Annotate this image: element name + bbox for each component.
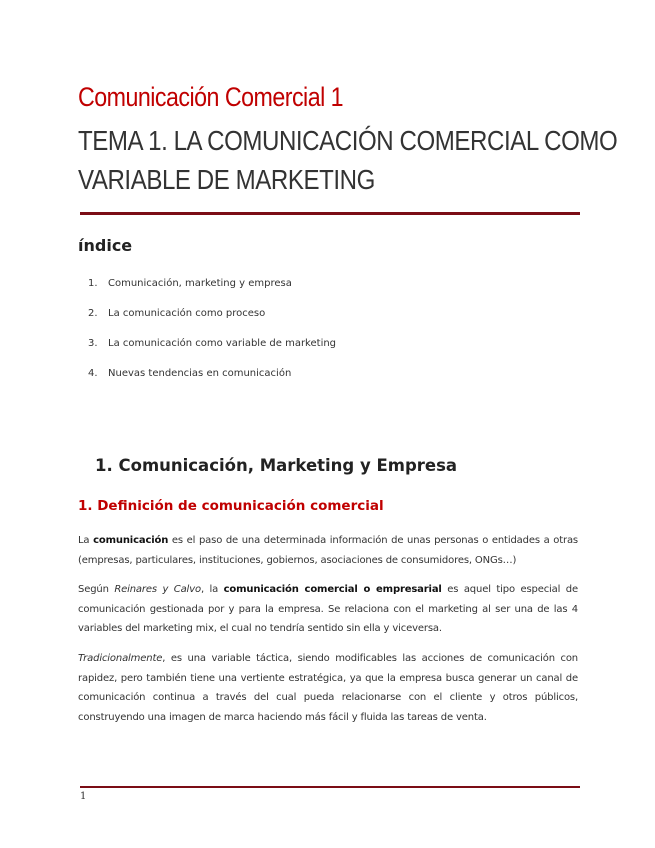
- paragraph-text: Según: [78, 584, 115, 595]
- toc-item-number: 2.: [88, 308, 98, 319]
- toc-item: [88, 368, 336, 398]
- toc-item: [88, 308, 336, 338]
- footer-divider: [80, 786, 580, 788]
- paragraph-reinares-calvo: [78, 580, 578, 639]
- toc-item-label: La comunicación como proceso: [108, 308, 266, 319]
- italic-authors: Reinares y Calvo: [114, 584, 201, 595]
- toc-item-label: Comunicación, marketing y empresa: [108, 278, 292, 289]
- section-heading: 1. Comunicación, Marketing y Empresa: [95, 456, 458, 475]
- toc-item-number: 4.: [88, 368, 98, 379]
- paragraph-definition: [78, 531, 578, 570]
- paragraph-text: La: [78, 535, 94, 546]
- page-number: 1: [80, 791, 87, 802]
- index-heading: índice: [78, 236, 133, 255]
- paragraph-text: , la: [200, 584, 224, 595]
- toc-item-label: Nuevas tendencias en comunicación: [108, 368, 292, 379]
- topic-title-line-1: TEMA 1. LA COMUNICACIÓN COMERCIAL COMO: [78, 125, 618, 156]
- table-of-contents: [88, 278, 336, 398]
- toc-item: [88, 338, 336, 368]
- toc-item-number: 1.: [88, 278, 98, 289]
- bold-term: comunicación: [93, 535, 169, 546]
- course-title: Comunicación Comercial 1: [78, 82, 344, 112]
- italic-term: Tradicionalmente: [78, 653, 163, 664]
- toc-item-label: La comunicación como variable de marketing: [108, 338, 337, 349]
- bold-term: comunicación comercial o empresarial: [223, 584, 442, 595]
- topic-title-line-2: VARIABLE DE MARKETING: [78, 164, 375, 195]
- subsection-heading: 1. Definición de comunicación comercial: [78, 498, 384, 514]
- topic-title: [78, 121, 618, 199]
- paragraph-traditionally: [78, 649, 578, 727]
- paragraph-text: , es una variable táctica, siendo modificables las acciones de comunicación con rapidez, pero también tiene una vertiente estratégica, ya que la empresa busca generar un canal de comunicación continua a través del cual pueda relacionarse con el cliente y otros públicos, construyendo una imagen de marca haciendo más fácil y fluida las tareas de venta.: [78, 653, 578, 723]
- toc-item: [88, 278, 336, 308]
- header-divider: [80, 212, 580, 215]
- toc-item-number: 3.: [88, 338, 98, 349]
- paragraph-text: es el paso de una determinada información de unas personas o entidades a otras (empresas, particulares, instituciones, gobiernos, asociaciones de consumidores, ONGs…): [78, 535, 578, 566]
- paragraph-text: es aquel tipo especial de comunicación gestionada por y para la empresa. Se relaciona con el marketing al ser una de las 4 variables del marketing mix, el cual no tendría sentido sin ella y viceversa.: [78, 584, 579, 634]
